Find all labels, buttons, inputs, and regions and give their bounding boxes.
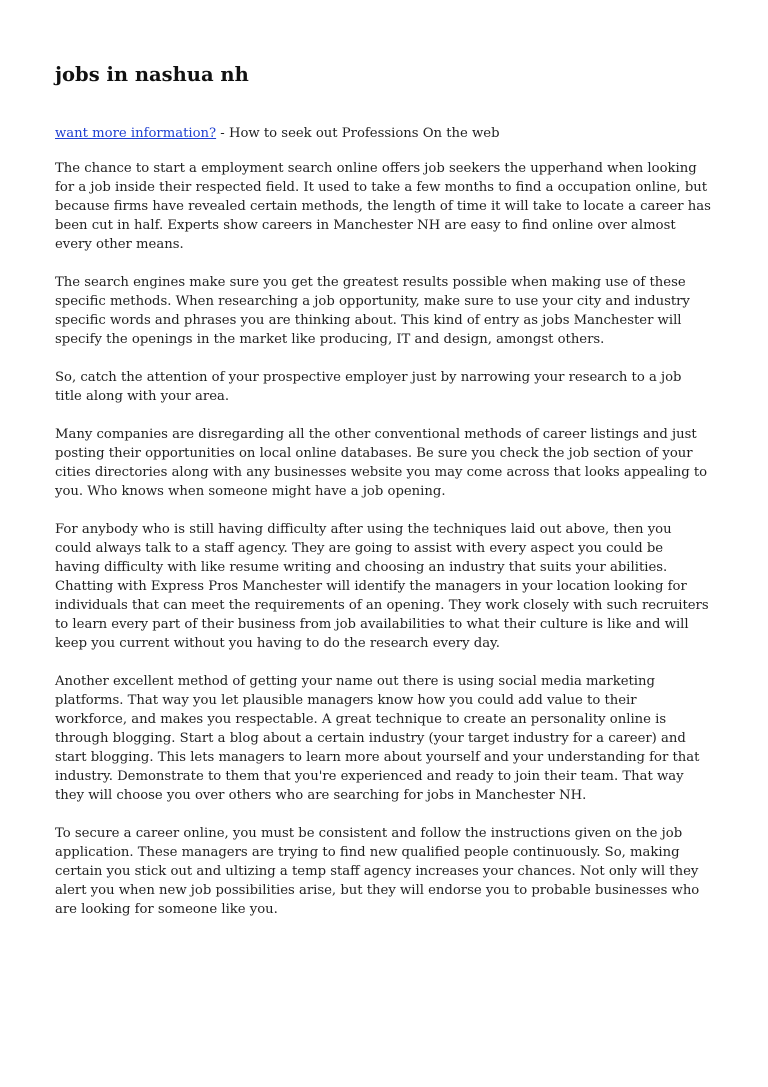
paragraph-1: The chance to start a employment search online offers job seekers the upperhand when looking for a job inside their respected field. It used to take a few months to find a occupation online, but because firms have revealed certain methods, the length of time it will take to locate a career has been cut in half. Experts show careers in Manchester NH are easy to find online over almost every other means.: [55, 161, 711, 252]
more-information-link[interactable]: want more information?: [55, 126, 217, 141]
intro-text: - How to seek out Professions On the web: [216, 126, 500, 141]
paragraph-5: For anybody who is still having difficulty after using the techniques laid out above, then you could always talk to a staff agency. They are going to assist with every aspect you could be having difficulty with like resume writing and choosing an industry that suits your abilities. Chatting with Express Pros Manchester will identify the managers in your location looking for individuals that can meet the requirements of an opening. They work closely with such recruiters to learn every part of their business from job availabilities to what their culture is like and will keep you current without you having to do the research every day.: [55, 522, 709, 651]
paragraph-4: Many companies are disregarding all the other conventional methods of career listings and just posting their opportunities on local online databases. Be sure you check the job section of your cities directories along with any businesses website you may come across that looks appealing to you. Who knows when someone might have a job opening.: [55, 427, 708, 499]
paragraph-7: To secure a career online, you must be consistent and follow the instructions given on the job application. These managers are trying to find new qualified people continuously. So, making certain you stick out and ultizing a temp staff agency increases your chances. Not only will they alert you when new job possibilities arise, but they will endorse you to probable businesses who are looking for someone like you.: [55, 826, 700, 917]
paragraph-3: So, catch the attention of your prospective employer just by narrowing your research to a job title along with your area.: [55, 370, 682, 404]
page-title: jobs in nashua nh: [55, 63, 249, 86]
paragraph-6: Another excellent method of getting your name out there is using social media marketing platforms. That way you let plausible managers know how you could add value to their workforce, and makes you respectable. A great technique to create an personality online is through blogging. Start a blog about a certain industry (your target industry for a career) and start blogging. This lets managers to learn more about yourself and your understanding for that industry. Demonstrate to them that you're experienced and ready to join their team. That way they will choose you over others who are searching for jobs in Manchester NH.: [55, 674, 700, 803]
paragraph-2: The search engines make sure you get the greatest results possible when making use of these specific methods. When researching a job opportunity, make sure to use your city and industry specific words and phrases you are thinking about. This kind of entry as jobs Manchester will specify the openings in the market like producing, IT and design, amongst others.: [55, 275, 690, 347]
intro-line: [55, 124, 712, 143]
